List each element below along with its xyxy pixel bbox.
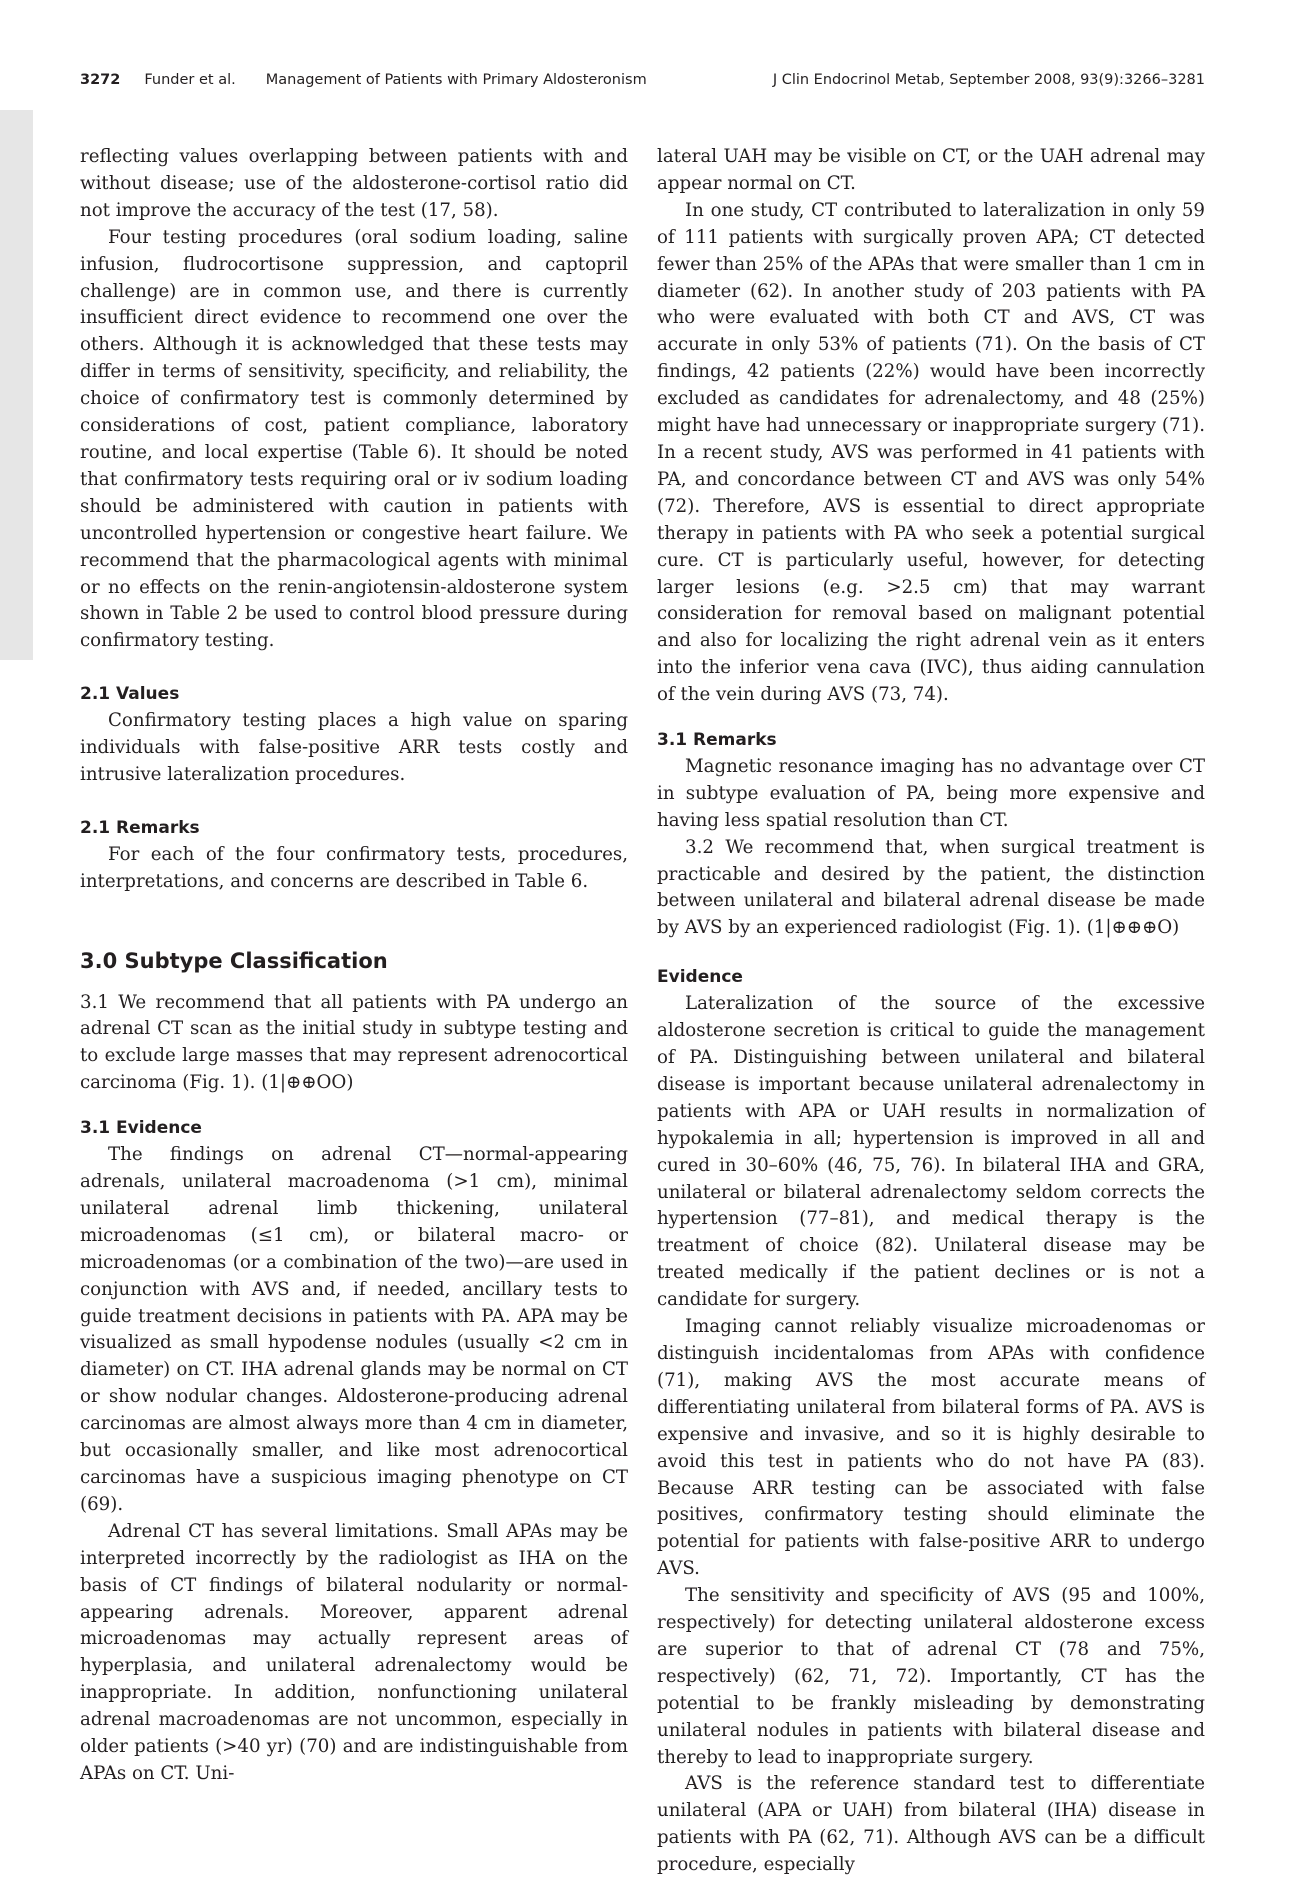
paragraph: The sensitivity and specificity of AVS (95 and 100%, respectively) for detecting unilateral aldosterone excess are superior to that of adrenal CT (78 and 75%, respectively) (62, 71, 72). Importantly, CT has the potential to be frankly misleading by demonstrating unilateral nodules in patients with bilateral disease and thereby to lead to inappropriate surgery.	[657, 1585, 1205, 1768]
running-authors: Funder et al.	[144, 72, 236, 88]
section-heading: 3.0 Subtype Classification	[80, 948, 388, 973]
recommendation-paragraph: 3.2 We recommend that, when surgical treatment is practicable and desired by the patient, the distinction between unilateral and bilateral adrenal disease be made by AVS by an experienced radiologist (Fig. 1). (1|⊕⊕⊕O)	[657, 836, 1205, 939]
subsection-heading: 2.1 Values	[80, 684, 180, 705]
side-tab-marker	[0, 110, 33, 660]
subsection-heading: 3.1 Remarks	[657, 730, 777, 751]
paragraph: lateral UAH may be visible on CT, or the UAH adrenal may appear normal on CT.	[657, 146, 1205, 194]
paragraph: Four testing procedures (oral sodium loading, saline infusion, fludrocortisone suppression, and captopril challenge) are in common use, and there is currently insufficient direct evidence to recommend one over the others. Although it is acknowledged that these tests may differ in terms of sensitivity, specificity, and reliability, the choice of confirmatory test is commonly determined by considerations of cost, patient compliance, laboratory routine, and local expertise (Table 6). It should be noted that confirmatory tests requiring oral or iv sodium loading should be administered with caution in patients with uncontrolled hypertension or congestive heart failure. We recommend that the pharmacological agents with minimal or no effects on the renin-angiotensin-aldosterone system shown in Table 2 be used to control blood pressure during confirmatory testing.	[80, 226, 628, 652]
paragraph: Adrenal CT has several limitations. Small APAs may be interpreted incorrectly by the radiologist as IHA on the basis of CT findings of bilateral nodularity or normal-appearing adrenals. Moreover, apparent adrenal microadenomas may actually represent areas of hyperplasia, and unilateral adrenalectomy would be inappropriate. In addition, nonfunctioning unilateral adrenal macroadenomas are not uncommon, especially in older patients (>40 yr) (70) and are indistinguishable from APAs on CT. Uni-	[80, 1520, 628, 1784]
paragraph: For each of the four confirmatory tests, procedures, interpretations, and concerns are described in Table 6.	[80, 843, 628, 892]
paragraph: Confirmatory testing places a high value on sparing individuals with false-positive ARR tests costly and intrusive lateralization procedures.	[80, 710, 628, 785]
page-number: 3272	[80, 72, 121, 88]
paragraph: Imaging cannot reliably visualize microadenomas or distinguish incidentalomas from APAs with confidence (71), making AVS the most accurate means of differentiating unilateral from bilateral forms of PA. AVS is expensive and invasive, and so it is highly desirable to avoid this test in patients who do not have PA (83). Because ARR testing can be associated with false positives, confirmatory testing should eliminate the potential for patients with false-positive ARR to undergo AVS.	[657, 1316, 1205, 1580]
subsection-heading: 2.1 Remarks	[80, 817, 200, 838]
running-head	[80, 72, 1205, 88]
recommendation-paragraph: 3.1 We recommend that all patients with PA undergo an adrenal CT scan as the initial study in subtype testing and to exclude large masses that may represent adrenocortical carcinoma (Fig. 1). (1|⊕⊕OO)	[80, 991, 628, 1094]
subsection-heading: Evidence	[657, 967, 743, 988]
paragraph: The findings on adrenal CT—normal-appearing adrenals, unilateral macroadenoma (>1 cm), minimal unilateral adrenal limb thickening, unilateral microadenomas (≤1 cm), or bilateral macro- or microadenomas (or a combination of the two)—are used in conjunction with AVS and, if needed, ancillary tests to guide treatment decisions in patients with PA. APA may be visualized as small hypodense nodules (usually <2 cm in diameter) on CT. IHA adrenal glands may be normal on CT or show nodular changes. Aldosterone-producing adrenal carcinomas are almost always more than 4 cm in diameter, but occasionally smaller, and like most adrenocortical carcinomas have a suspicious imaging phenotype on CT (69).	[80, 1144, 628, 1515]
paragraph: reflecting values overlapping between patients with and without disease; use of the aldosterone-cortisol ratio did not improve the accuracy of the test (17, 58).	[80, 146, 628, 221]
paragraph: In one study, CT contributed to lateralization in only 59 of 111 patients with surgically proven APA; CT detected fewer than 25% of the APAs that were smaller than 1 cm in diameter (62). In another study of 203 patients with PA who were evaluated with both CT and AVS, CT was accurate in only 53% of patients (71). On the basis of CT findings, 42 patients (22%) would have been incorrectly excluded as candidates for adrenalectomy, and 48 (25%) might have had unnecessary or inappropriate surgery (71). In a recent study, AVS was performed in 41 patients with PA, and concordance between CT and AVS was only 54% (72). Therefore, AVS is essential to direct appropriate therapy in patients with PA who seek a potential surgical cure. CT is particularly useful, however, for detecting larger lesions (e.g. >2.5 cm) that may warrant consideration for removal based on malignant potential and also for localizing the right adrenal vein as it enters into the inferior vena cava (IVC), thus aiding cannulation of the vein during AVS (73, 74).	[657, 199, 1205, 706]
subsection-heading: 3.1 Evidence	[80, 1118, 202, 1139]
left-column	[80, 144, 628, 1788]
running-title: Management of Patients with Primary Aldosteronism	[265, 72, 647, 88]
journal-citation: J Clin Endocrinol Metab, September 2008, 93(9):3266–3281	[772, 72, 1205, 88]
paragraph: AVS is the reference standard test to differentiate unilateral (APA or UAH) from bilateral (IHA) disease in patients with PA (62, 71). Although AVS can be a difficult procedure, especially	[657, 1773, 1205, 1876]
right-column	[657, 144, 1205, 1879]
paragraph: Lateralization of the source of the excessive aldosterone secretion is critical to guide the management of PA. Distinguishing between unilateral and bilateral disease is important because unilateral adrenalectomy in patients with APA or UAH results in normalization of hypokalemia in all; hypertension is improved in all and cured in 30–60% (46, 75, 76). In bilateral IHA and GRA, unilateral or bilateral adrenalectomy seldom corrects the hypertension (77–81), and medical therapy is the treatment of choice (82). Unilateral disease may be treated medically if the patient declines or is not a candidate for surgery.	[657, 993, 1205, 1311]
paragraph: Magnetic resonance imaging has no advantage over CT in subtype evaluation of PA, being more expensive and having less spatial resolution than CT.	[657, 755, 1205, 831]
